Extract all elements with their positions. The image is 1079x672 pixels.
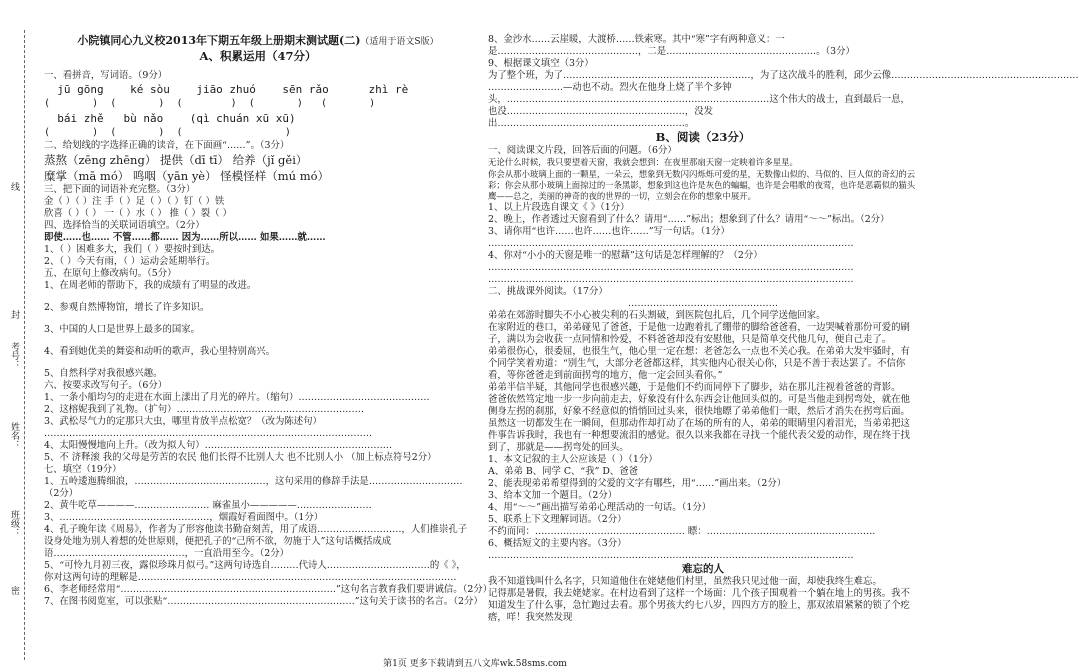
reading-2-q1: 1、本文记叙的主人公应该是（ ）（1分） (488, 454, 658, 465)
q7-item-8: 8、金沙水……云崖暖，大渡桥……铁索寒。其中“寒”字有两种意义：一是………………………………………，二是…………………………………………。（3分） (488, 34, 855, 57)
reading-2-para-2: 在家附近的巷口，弟弟碰见了爸爸，于是他一边跑着扎了绷带的脚给爸爸看，一边哭喊着那份可爱的刷子，满以为会收获一点同情和怜爱，不料爸爸却没有安慰他，只是简单交代他几句，便自己走了。 (488, 322, 910, 345)
reading-1-q2: 2、晚上，作者透过天窗看到了什么？请用“……”标出；想象到了什么？请用“～～”标出。（2分） (488, 214, 890, 225)
exam-title (44, 34, 472, 49)
reading-2-q6-answer: ……………………………………………………………………………………………………… (488, 550, 854, 561)
q7-item-4: 4、孔子晚年读《周易》，作者为了形容他读书勤奋刻苦，用了成语………………………，人们推崇孔子设身处地为别人着想的处世原则，便把孔子的“己所不欲，勿施于人”这句话概括成成语……………………………………，一直沿用至今。（2分） (44, 524, 468, 559)
reading-2-para-4: 弟弟半信半疑，其他同学也很感兴趣，于是他们不约而同停下了脚步，站在那儿注视着爸爸的背影。 (488, 382, 901, 393)
pinyin-row-2: bái zhě bù nǎo (qì chuán xū xū) (44, 112, 296, 125)
q6-item-5: 5、不 济释滚 我的父母是劳苦的农民 他们长得不比别人大 也不比别人小 （加上标点符号2分） (44, 452, 437, 463)
seal-label-seal: 封 (9, 310, 19, 319)
composition-title: 难忘的人 (682, 563, 724, 575)
q1-heading: 一、看拼音，写词语。（9分） (44, 70, 168, 81)
right-column (488, 34, 1079, 624)
q7-item-9-text-1: 为了整个班，为了……………………………………………………，为了这次战斗的胜利，邱少云像…………………………………………………… (488, 70, 1079, 81)
reading-1-q4: 4、你对“小小的天窗是唯一的慰藉”这句话是怎样理解的？（2分） (488, 250, 763, 261)
q5-item-3: 3、中国的人口是世界上最多的国家。 (44, 324, 200, 335)
q7-heading: 七、填空（19分） (44, 464, 122, 475)
composition-para-2: 记得那是暑假，我去姥姥家。在村边看到了这样一个场面：几个孩子围观着一个躺在地上的男孩。我不知道发生了什么事，急忙跑过去看。那个男孩大约七八岁，四四方方的脸上，那双浓眉紧紧的锁了个疙瘩，咩！我突然发现 (488, 588, 910, 623)
q5-item-1: 1、在周老师的帮助下，我的成绩有了明显的改进。 (44, 280, 257, 291)
q7-item-9-text-2: ……………………—动也不动。烈火在他身上烧了半个多钟头，…………………………………………………………………………这个伟大的战士，直到最后一息，也没…………………………………………………，没发出……………………………………………………。 (488, 82, 910, 129)
q6-item-4: 4、太阳慢慢地向上升。（改为拟人句）…………………………………………………… (44, 440, 393, 451)
reading-1-passage-1: 无论什么时候，我只要望着天窗，我就会想到：在夜里那扇天窗一定映着许多星星。 (488, 157, 798, 167)
reading-2-para-1: 弟弟在郊游时脚失不小心被尖利的石头割破，到医院包扎后，几个同学送他回家。 (488, 310, 826, 321)
answer-boxes-row-2: ( ) ( ) ( ) (44, 127, 291, 138)
reading-1-q4-answer-2: ……………………………………………………………………………………………………… (488, 274, 854, 285)
reading-2-q1-options: A、弟弟 B、同学 C、“我” D、爸爸 (488, 466, 639, 477)
q5-item-2: 2、参观自然博物馆，增长了许多知识。 (44, 302, 210, 313)
q2-row-2: 糜掌（mā mó） 鸣咽（yān yè） 怪模怪样（mú mó） (44, 169, 330, 183)
left-column (44, 34, 493, 608)
page-footer: 第1页 更多下载请到五八文库wk.58sms.com (383, 659, 567, 669)
reading-2-q3: 3、给本文加一个题目。（2分） (488, 490, 618, 501)
q5-item-4: 4、看到她优美的舞姿和动听的歌声，我心里特别高兴。 (44, 346, 275, 357)
q7-item-1: 1、五岭逶迤腾细浪，……………………………………，这句采用的修辞手法是…………………………（2分） (44, 476, 463, 499)
reading-2-q4: 4、用“～～”画出描写弟弟心理活动的一句话。（1分） (488, 502, 712, 513)
reading-2-para-3: 弟弟很伤心，很委屈，也很生气，他心里一定在想：老爸怎么一点也不关心我。在弟弟大发牢骚时，有个同学笑着劝道：“别生气，大部分老爸都这样，其实他内心很关心你，只是不善于表达罢了。不信你看，等你爸爸走到前面拐弯的地方，他一定会回头看你。” (488, 346, 910, 381)
q7-item-2: 2、黄牛吃草————…………………… 麻雀虽小—————…………………… (44, 500, 372, 511)
reading-1-passage-2: 你会从那小玻璃上面的一颗星，一朵云，想象到无数闪闪烁烁可爱的星，无数像山似的、马似的、巨人似的奇幻的云彩；你会从那小玻璃上面掠过的一条黑影，想象到这也许是灰色的蝙蝠，也许是会唱歌的夜莺，也许是恶霸似的猫头鹰——总之，美丽的神奇的夜的世界的一切，立刻会在你的想象中展开。 (488, 169, 916, 201)
reading-2-q5: 5、联系上下文理解词语。（2分） (488, 514, 627, 525)
reading-2-title-blank: ………………………………………… (628, 298, 778, 309)
reading-2-para-6: 虽然这一切都发生在一瞬间，但那动作却打动了在场的所有的人，弟弟的眼睛里闪着泪光，当弟弟把这件事告诉我时，我也有一种想要流泪的感觉。很久以来我都在寻找一个能代表父爱的动作，现在终于找到了，那就是——拐弯处的回头。 (488, 418, 910, 453)
q6-item-2: 2、这榕妮我到了礼物。（扩句）…………………………………………………… (44, 404, 365, 415)
q6-item-1: 1、一条小船均匀的走进在水面上漾出了月光的碎片。（缩句）…………………………………… (44, 392, 430, 403)
reading-2-q5-words: 不约而同：………………………………………… 瞟：……………………………………………… (488, 526, 876, 537)
q7-item-7: 7、在图书阅览室，可以张贴“……………………………………………………”这句关于读书的名言。（2分） (44, 596, 483, 607)
q5-heading: 五、在原句上修改病句。（5分） (44, 268, 177, 279)
reading-1-q4-answer-1: ……………………………………………………………………………………………………… (488, 262, 854, 273)
exam-title-note: （适用于语文S版） (360, 37, 439, 47)
q5-item-5: 5、自然科学对我很感兴趣。 (44, 368, 163, 379)
seal-label-close: 密 (9, 586, 19, 595)
class-label: 班级： (9, 510, 19, 537)
q7-item-9: 9、根据课文填空（3分） (488, 58, 594, 69)
q7-item-6: 6、李老师经常用“……………………………………………………………”这句名言教育我们要讲诚信。（2分） (44, 584, 493, 595)
section-b-heading: B、阅读（23分） (655, 130, 751, 144)
q2-row-1: 蒸熬（zēng zhēng） 提供（dī tī） 给养（jǐ gěi） (44, 153, 308, 167)
composition-para-1: 我不知道钱叫什么名字，只知道他住在姥姥他们村里，虽然我只见过他一面，却使我终生难忘。 (488, 576, 882, 587)
name-label: 姓名： (9, 422, 19, 449)
q6-item-3: 3、武松尽气力的定那只大虫，哪里肯放半点松宽？（改为陈述句） (44, 416, 322, 427)
q7-item-3: 3、…………………………………………，烟霞好看面图中。（1分） (44, 512, 324, 523)
reading-2-q6: 6、概括短文的主要内容。（3分） (488, 538, 627, 549)
q4-heading: 四、选择恰当的关联词语填空。（2分） (44, 220, 205, 231)
reading-2-q2: 2、能表现弟弟希望得到的父爱的文字有哪些，用“……”画出来。（2分） (488, 478, 787, 489)
q4-item-1: 1、（ ）困难多大，我们（ ）要按时到达。 (44, 244, 220, 255)
reading-2-para-5: 爸爸依然笃定地一步一步向前走去，好象没有什么东西会让他回头似的。可是当他走到拐弯处，就在他侧身左拐的刹那，好象不经意似的悄悄回过头来，很快地瞟了弟弟他们一眼，然后才消失在拐弯后面。 (488, 394, 910, 417)
q2-heading: 二、给划线的字选择正确的读音，在下面画“……”。（3分） (44, 140, 290, 151)
q6-item-3-answer: …………………………………………………………………………………………… (44, 428, 373, 439)
pinyin-row-1: jū gōng ké sòu jiāo zhuó sēn rǎo zhì rè (44, 83, 409, 96)
q4-item-2: 2、（ ）今天有雨，（ ）运动会延期举行。 (44, 256, 216, 267)
q3-row-2: 欣喜（ ）（ ） 一（ ）水（ ） 推（ ）裂（ ） (44, 208, 232, 219)
reading-2-heading: 二、挑战课外阅读。（17分） (488, 286, 608, 297)
exam-number-label: 考号： (9, 342, 19, 369)
binding-margin (6, 30, 40, 660)
reading-1-q1: 1、以上片段选自课文《 》（1分） (488, 202, 630, 213)
reading-1-heading: 一、阅读课文片段，回答后面的问题。（6分） (488, 145, 677, 156)
exam-title-text: 小院镇同心九义校2013年下期五年级上册期末测试题(二) (77, 34, 361, 47)
q6-heading: 六、按要求改写句子。（6分） (44, 380, 168, 391)
seal-line (24, 30, 25, 660)
q3-row-1: 金（ ）（ ）注 手（ ）足（ ）（ ）钉（ ）铁 (44, 196, 225, 207)
section-a-heading: A、积累运用（47分） (199, 49, 317, 63)
reading-1-q3: 3、请你用“也许……也许……也许……”写一句话。（1分） (488, 226, 730, 237)
seal-label-line: 线 (9, 182, 19, 191)
q7-item-5: 5、“可怜九月初三夜，露似珍珠月似弓。”这两句诗选自………代诗人……………………………的《 》，你对这两句诗的理解是………………………………………………………………………………………… (44, 560, 466, 583)
answer-boxes-row-1: ( ) ( ) ( ) ( ) ( ) (44, 98, 376, 109)
reading-1-q3-answer: ……………………………………………………………………………………………………… (488, 238, 854, 249)
q3-heading: 三、把下面的词语补充完整。（3分） (44, 184, 196, 195)
q4-options: 即使……也…… 不管……都…… 因为……所以…… 如果……就…… (44, 232, 326, 243)
